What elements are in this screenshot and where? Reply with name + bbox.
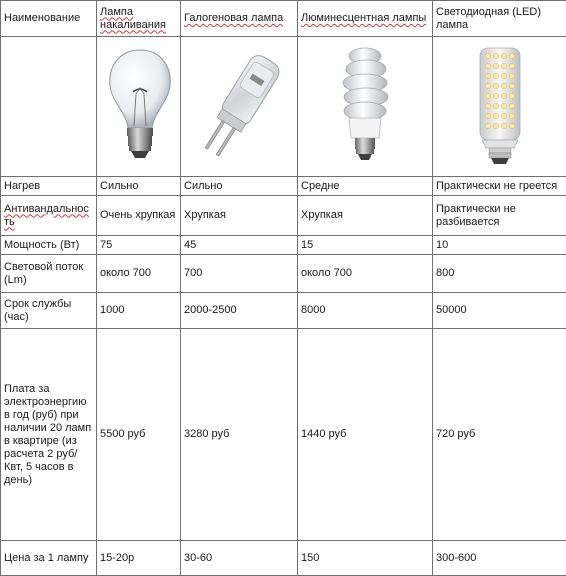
header-incandescent-text: Лампа накаливания [100,6,166,31]
row-payment-led: 720 руб [433,329,566,541]
row-flux [1,255,566,293]
fluorescent-image-cell [298,37,433,177]
row-power-incandescent: 75 [97,236,181,255]
incandescent-image-cell [97,37,181,177]
led-image-cell [433,37,566,177]
row-payment [1,329,566,541]
row-price-led: 300-600 [433,541,566,576]
row-life-fluorescent: 8000 [298,293,433,329]
row-heat-incandescent: Сильно [97,177,181,196]
row-power [1,236,566,255]
incandescent-bulb-icon [100,42,180,172]
row-price-label: Цена за 1 лампу [1,541,97,576]
row-price-incandescent: 15-20р [97,541,181,576]
row-life-led: 50000 [433,293,566,329]
image-row-label [1,37,97,177]
row-payment-incandescent: 5500 руб [97,329,181,541]
image-row [1,37,566,177]
row-vandal-fluorescent: Хрупкая [298,196,433,236]
row-heat-label: Нагрев [1,177,97,196]
header-led: Светодиодная (LED) лампа [433,1,566,37]
row-power-fluorescent: 15 [298,236,433,255]
row-payment-halogen: 3280 руб [181,329,298,541]
row-price-fluorescent: 150 [298,541,433,576]
halogen-capsule-icon [184,42,296,172]
row-flux-incandescent: около 700 [97,255,181,293]
led-corn-bulb-icon [460,42,540,172]
row-vandal-led: Практически не разбивается [433,196,566,236]
row-heat-halogen: Сильно [181,177,298,196]
row-flux-fluorescent: около 700 [298,255,433,293]
row-heat-led: Практически не греется [433,177,566,196]
row-payment-fluorescent: 1440 руб [298,329,433,541]
row-life-halogen: 2000-2500 [181,293,298,329]
row-flux-label: Световой поток (Lm) [1,255,97,293]
row-flux-led: 800 [433,255,566,293]
row-power-halogen: 45 [181,236,298,255]
row-price [1,541,566,576]
halogen-image-cell [181,37,298,177]
row-vandal-label: Антивандальность [4,203,89,228]
row-vandal-incandescent: Очень хрупкая [97,196,181,236]
header-fluorescent-text: Люминесцентная лампы [301,12,426,24]
row-heat [1,177,566,196]
row-life-label: Срок службы (час) [1,293,97,329]
header-incandescent [97,1,181,37]
header-halogen [181,1,298,37]
row-power-led: 10 [433,236,566,255]
spiral-fluorescent-icon [325,42,405,172]
row-vandal [1,196,566,236]
header-fluorescent [298,1,433,37]
row-life-incandescent: 1000 [97,293,181,329]
row-life [1,293,566,329]
row-vandal-halogen: Хрупкая [181,196,298,236]
row-vandal-label-cell [1,196,97,236]
row-heat-fluorescent: Средне [298,177,433,196]
header-row [1,1,566,37]
row-payment-label: Плата за электроэнергию в год (руб) при наличии 20 ламп в квартире (из расчета 2 руб/Квт, 5 часов в день) [1,329,97,541]
header-halogen-text: Галогеновая лампа [184,12,283,24]
row-price-halogen: 30-60 [181,541,298,576]
row-power-label: Мощность (Вт) [1,236,97,255]
row-flux-halogen: 700 [181,255,298,293]
header-name: Наименование [1,1,97,37]
